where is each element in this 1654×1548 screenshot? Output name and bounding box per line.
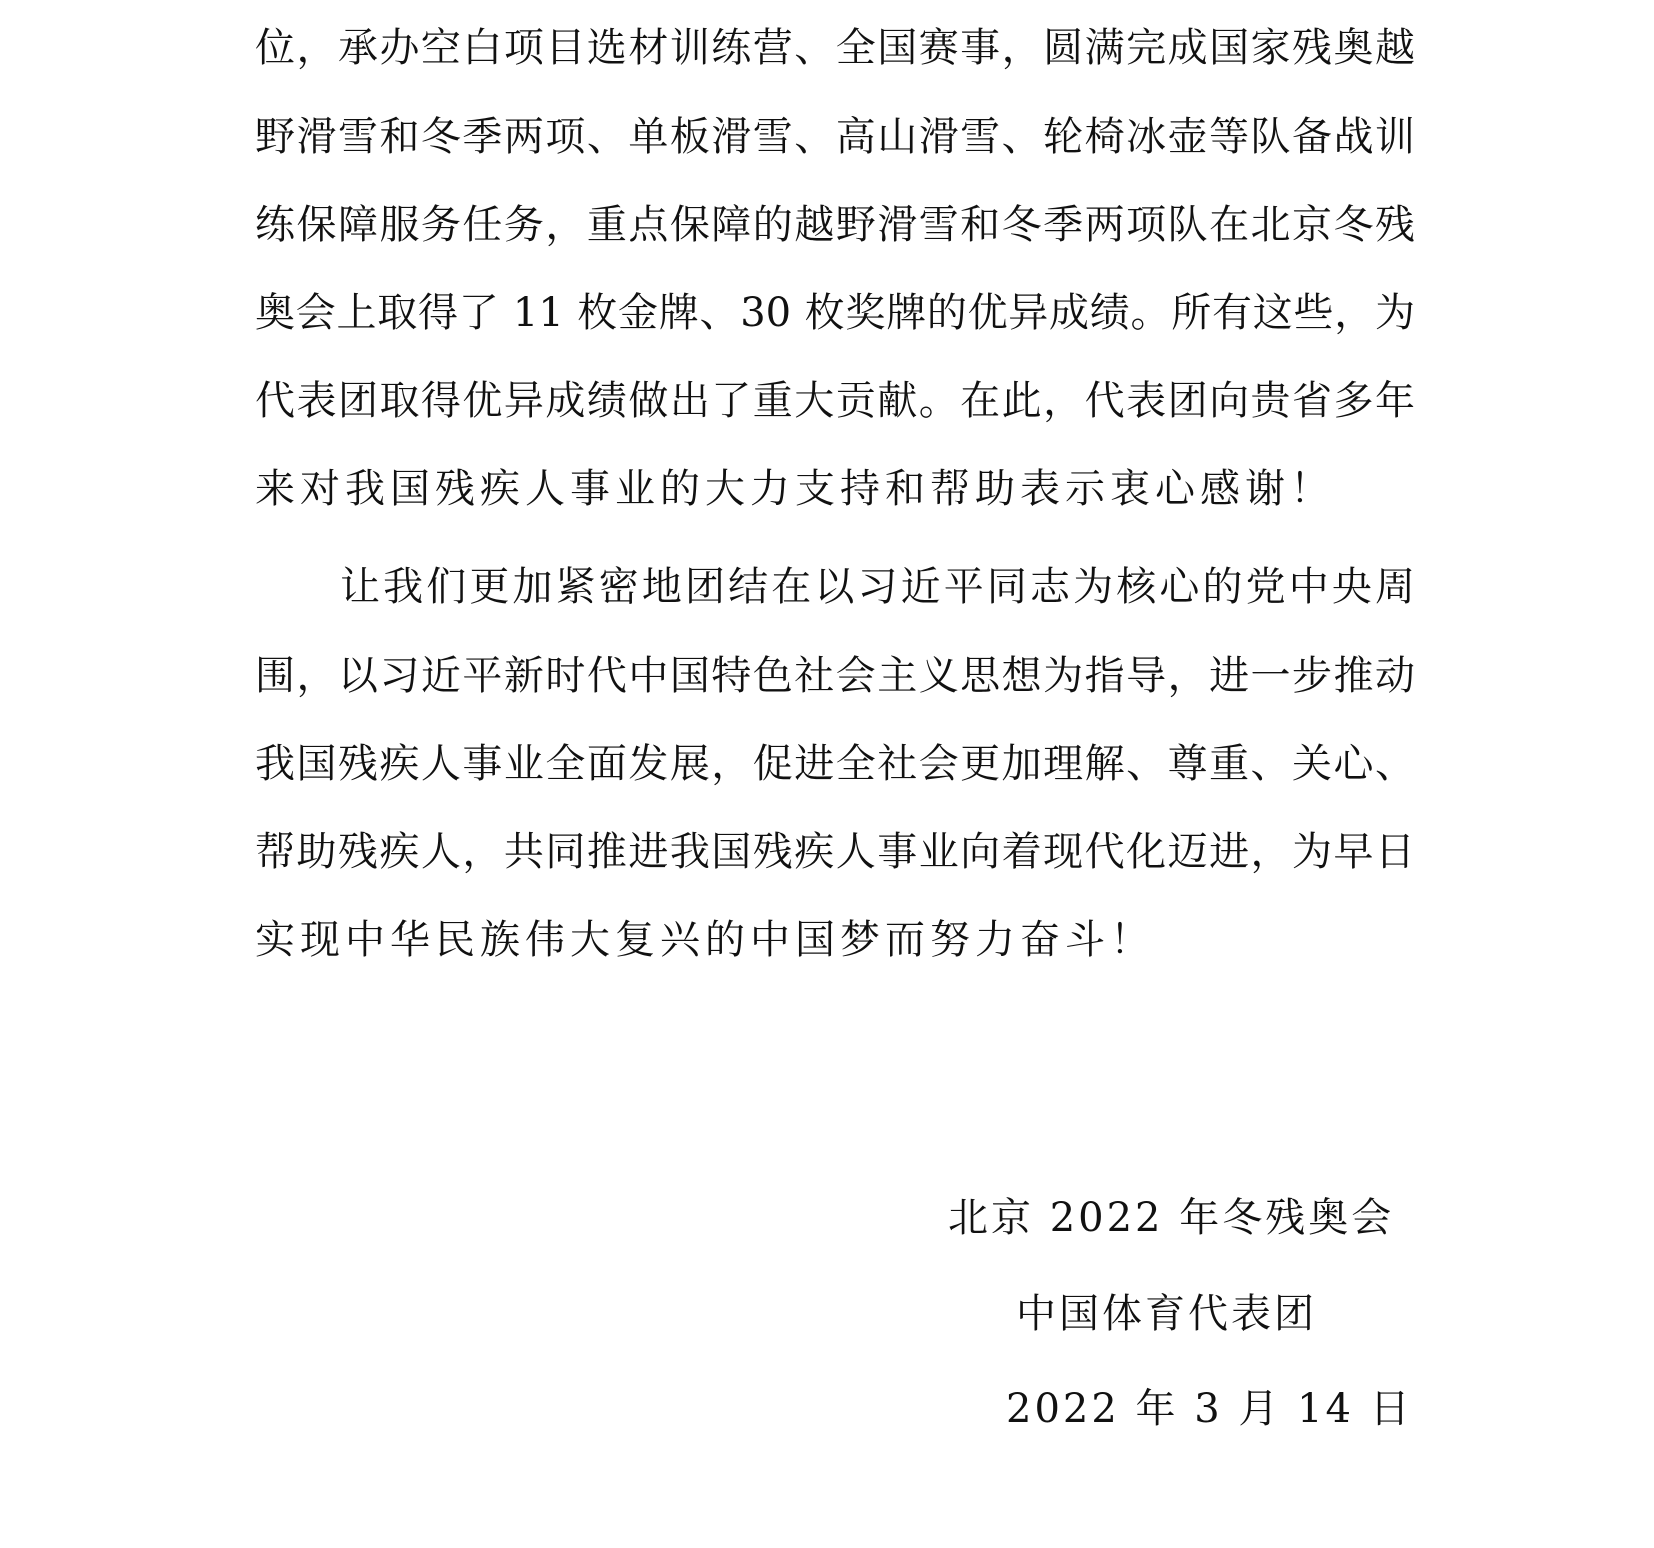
paragraph-2-line-2: 围，以习近平新时代中国特色社会主义思想为指导，进一步推动: [255, 653, 1415, 699]
paragraph-2-line-1: 让我们更加紧密地团结在以习近平同志为核心的党中央周: [340, 564, 1415, 610]
paragraph-1-line-1: 位，承办空白项目选材训练营、全国赛事，圆满完成国家残奥越: [255, 25, 1415, 71]
paragraph-2-line-3: 我国残疾人事业全面发展，促进全社会更加理解、尊重、关心、: [255, 741, 1415, 787]
paragraph-2-line-5: 实现中华民族伟大复兴的中国梦而努力奋斗！: [255, 917, 1155, 963]
paragraph-2-line-4: 帮助残疾人，共同推进我国残疾人事业向着现代化迈进，为早日: [255, 829, 1415, 875]
paragraph-1-line-2: 野滑雪和冬季两项、单板滑雪、高山滑雪、轮椅冰壶等队备战训: [255, 114, 1415, 160]
paragraph-1-line-6: 来对我国残疾人事业的大力支持和帮助表示衷心感谢！: [255, 466, 1335, 512]
paragraph-1-line-3: 练保障服务任务，重点保障的越野滑雪和冬季两项队在北京冬残: [255, 202, 1415, 248]
paragraph-1-line-4: 奥会上取得了 11 枚金牌、30 枚奖牌的优异成绩。所有这些，为: [255, 290, 1415, 336]
signature-organization: 中国体育代表团: [1016, 1291, 1317, 1337]
signature-event: 北京 2022 年冬残奥会: [948, 1195, 1395, 1241]
paragraph-1-line-5: 代表团取得优异成绩做出了重大贡献。在此，代表团向贵省多年: [255, 378, 1415, 424]
signature-date: 2022 年 3 月 14 日: [1006, 1386, 1413, 1432]
